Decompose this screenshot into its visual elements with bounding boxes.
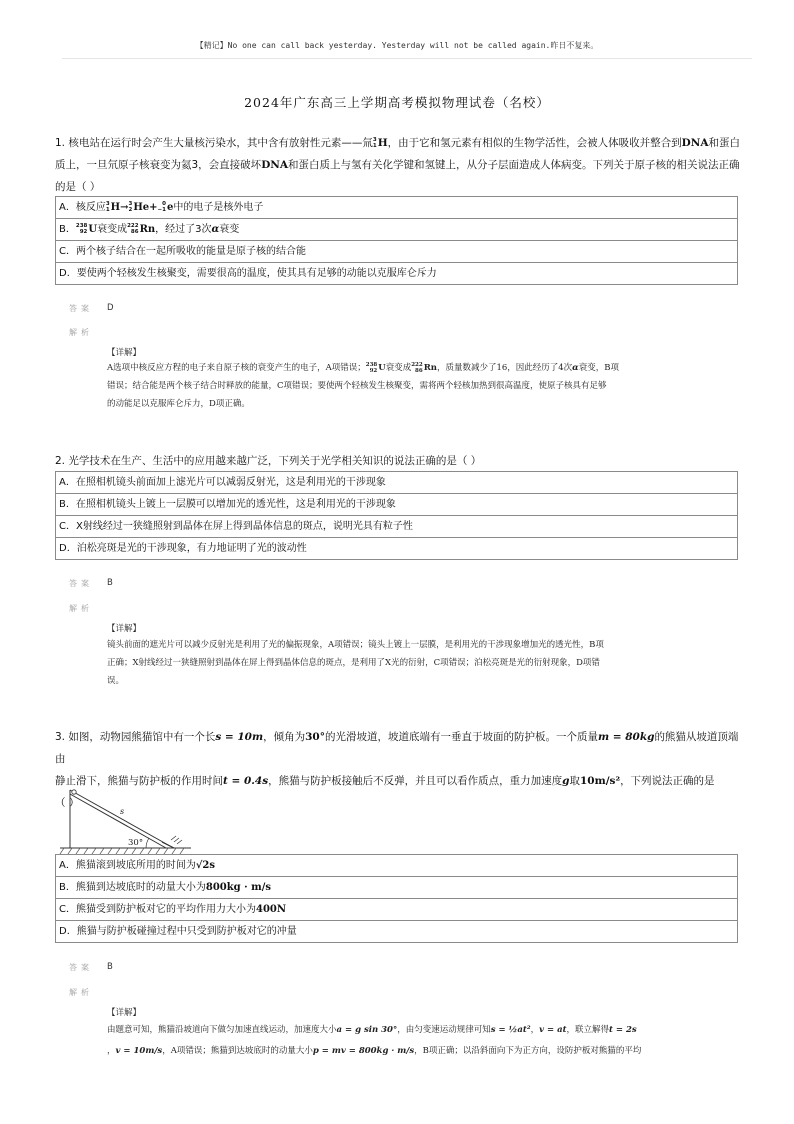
q3-analysis-label: 解析 <box>69 988 93 997</box>
q2-answer-label: 答案 <box>69 579 93 588</box>
q1-stem <box>55 132 741 198</box>
q3-analysis-text: 由题意可知，熊猫沿坡道向下做匀加速直线运动，加速度大小a = g sin 30°，由匀变速运动规律可知s = ½at²，v = at，联立解得t = 2s ，v = 10m/s，A项错误；熊猫到达坡底时的动量大小p = mv = 800kg · m/s，B项正确；以沿斜面向下为正方向，设防护板对熊猫的平均 <box>107 1025 642 1056</box>
q1-detail-head: 【详解】 <box>107 348 142 358</box>
q2-options <box>55 471 738 560</box>
q3-options <box>55 854 738 943</box>
q1-option-d[interactable]: D．要使两个轻核发生核聚变，需要很高的温度，使其具有足够的动能以克服库仑斥力 <box>56 262 737 284</box>
q2-answer-value: B <box>107 578 113 588</box>
incline-figure <box>58 784 193 856</box>
q2-analysis-label: 解析 <box>69 604 93 613</box>
q3-option-a[interactable]: A．熊猫滚到坡底所用的时间为√2s <box>59 860 216 871</box>
q3-option-b[interactable]: B．熊猫到达坡底时的动量大小为800kg · m/s <box>56 876 737 898</box>
q1-analysis-label: 解析 <box>69 328 93 337</box>
q2-option-d[interactable]: D．泊松亮斑是光的干涉现象，有力地证明了光的波动性 <box>56 537 737 559</box>
slope-line-lower <box>70 794 166 848</box>
q3-answer-value: B <box>107 962 113 972</box>
q1-option-c[interactable]: C．两个核子结合在一起所吸收的能量是原子核的结合能 <box>56 240 737 262</box>
q3-option-c[interactable]: C．熊猫受到防护板对它的平均作用力大小为400N <box>56 898 737 920</box>
q2-detail-head: 【详解】 <box>107 624 142 634</box>
q3-stem: 3. 如图，动物园熊猫馆中有一个长s = 10m，倾角为30°的光滑坡道，坡道底端有一垂直于坡面的防护板。一个质量m = 80kg的熊猫从坡道顶端由 静止滑下，熊猫与防护板的作用时间t = 0.4s，熊猫与防护板接触后不反弹，并且可以看作质点，重力加速度g取10m/s²，下列说法正确的是 （ ） <box>55 731 739 809</box>
page-title: 2024年广东高三上学期高考模拟物理试卷（名校） <box>244 95 550 110</box>
q1-option-a[interactable]: A．核反应 3 1 H→ 3 2 He+ 0 −1 e中的电子是核外电子 <box>59 201 264 213</box>
q1-stem-line1: 1. 核电站在运行时会产生大量核污染水，其中含有放射性元素——氚 3 1 H，由于它和氢元素有相似的生物学活性，会被人体吸收并整合到DNA和蛋白 <box>55 137 740 149</box>
slope-label-s: s <box>120 807 125 816</box>
q3-detail-head: 【详解】 <box>107 1008 142 1018</box>
q2-option-b[interactable]: B．在照相机镜头上镀上一层膜可以增加光的透光性，这是利用光的干涉现象 <box>56 493 737 515</box>
q1-answer-label: 答案 <box>69 304 93 313</box>
q2-option-a[interactable]: A．在照相机镜头前面加上滤光片可以减弱反射光，这是利用光的干涉现象 <box>59 477 386 488</box>
angle-label: 30° <box>128 838 144 848</box>
q2-stem: 2. 光学技术在生产、生活中的应用越来越广泛，下列关于光学相关知识的说法正确的是（ ） <box>55 455 482 467</box>
q1-stem-line2: 质上，一旦氘原子核衰变为氦3，会直接破坏DNA和蛋白质上与氢有关化学键和氢键上，从分子层面造成人体病变。下列关于原子核的相关说法正确 <box>55 159 740 171</box>
angle-arc <box>146 838 149 848</box>
q1-answer-value: D <box>107 303 114 313</box>
board-hatching <box>171 836 182 844</box>
q1-option-b[interactable]: B． 238 92 U衰变成 222 86 Rn，经过了3次α衰变 <box>56 218 737 240</box>
q1-stem-line3: 的是（ ） <box>55 181 101 193</box>
slope-line-upper <box>70 790 170 846</box>
q3-answer-label: 答案 <box>69 963 93 972</box>
q2-analysis-text: 镜头前面的遮光片可以减少反射光是利用了光的偏振现象，A项错误；镜头上镀上一层膜，是利用光的干涉现象增加光的透光性，B项 正确；X射线经过一狭缝照射到晶体在屏上得到晶体信息的斑点，是利用了X光的衍射，C项错误；泊松亮斑是光的衍射现象，D项错 误。 <box>107 640 604 686</box>
header-quote: 【精记】No one can call back yesterday. Yesterday will not be called again.昨日不复来。 <box>195 41 599 50</box>
panda-point <box>72 790 76 794</box>
q1-analysis-text: A选项中核反应方程的电子来自原子核的衰变产生的电子，A项错误； 238 92 U衰变成 222 86 Rn，质量数减少了16，因此经历了4次α衰变，B项 错误；结合能是两个核子结合时释放的能量，C项错误；要使两个轻核发生核聚变，需将两个轻核加热到很高温度，使原子核具有足够 的动能足以克服库仑斥力，D项正确。 <box>107 361 619 409</box>
q3-option-d[interactable]: D．熊猫与防护板碰撞过程中只受到防护板对它的冲量 <box>56 920 737 942</box>
header-divider <box>62 58 752 59</box>
q1-options <box>55 196 738 285</box>
q2-option-c[interactable]: C．X射线经过一狭缝照射到晶体在屏上得到晶体信息的斑点，说明光具有粒子性 <box>56 515 737 537</box>
